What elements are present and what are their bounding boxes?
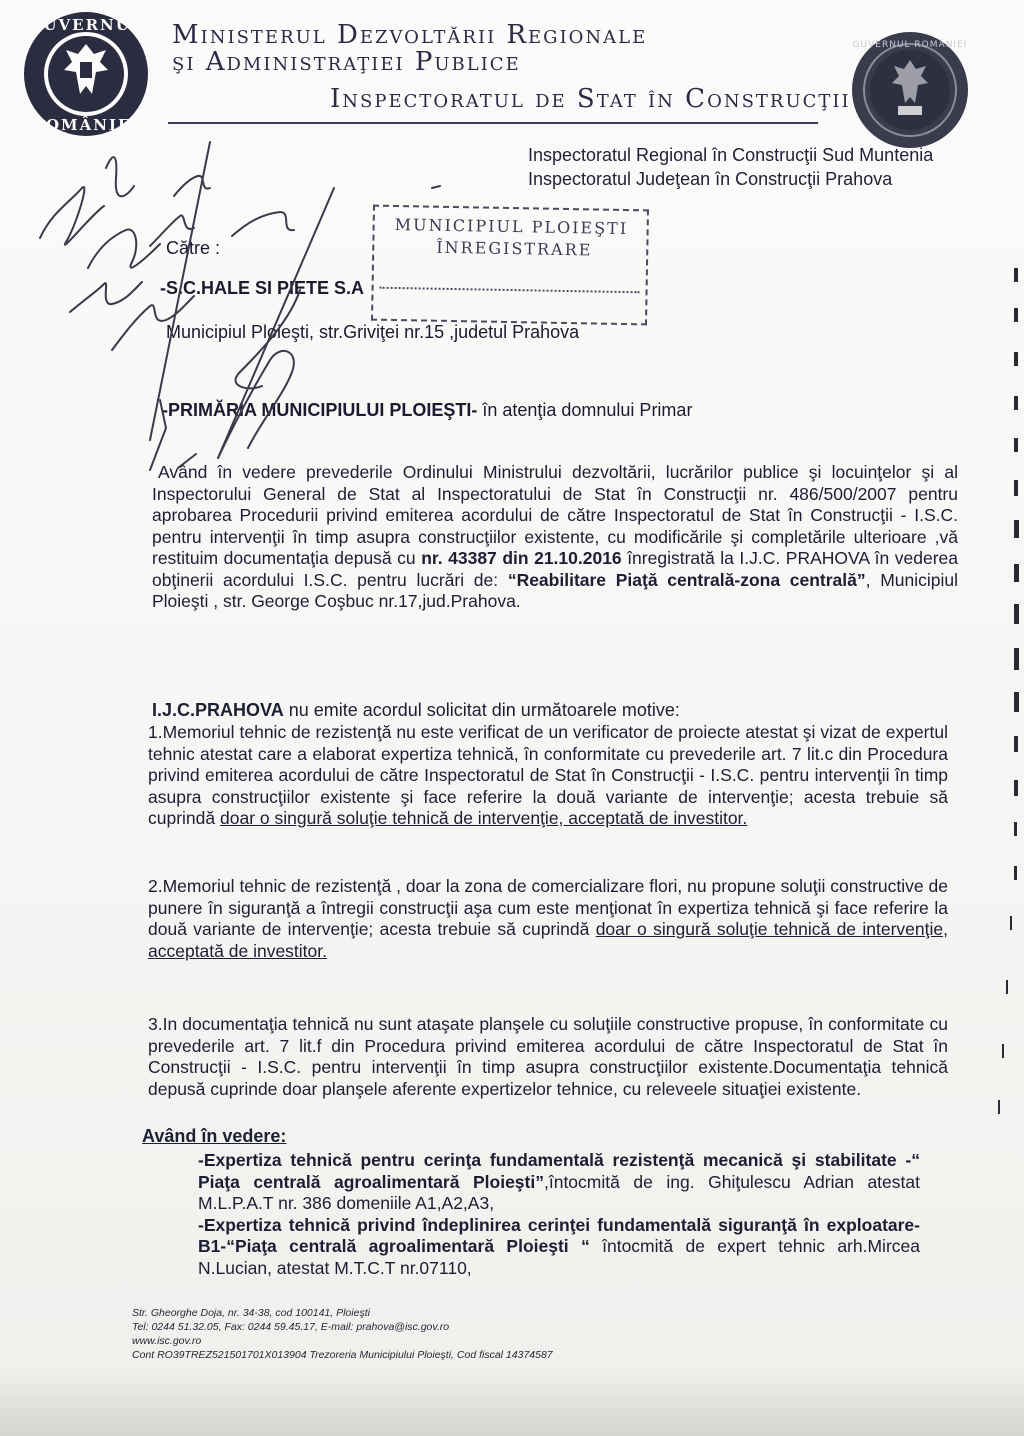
- ministry-line-2: şi Administraţiei Publice: [172, 47, 521, 77]
- intro-text-b: înregistrată la I.J.C. PRAHOVA în vederea obţinerii acordului I.S.C. pentru lucrări de:: [152, 548, 958, 590]
- addressee-label: Către :: [166, 238, 221, 258]
- footer-address: Str. Gheorghe Doja, nr. 34-38, cod 100141, Ploieşti: [132, 1307, 370, 1319]
- svg-text:ROMÂNIEI: ROMÂNIEI: [31, 116, 141, 134]
- considering-item-1-text: ,întocmită de ing. Ghiţulescu Adrian atestat M.L.P.A.T nr. 386 domeniile A1,A2,A3,: [198, 1171, 920, 1213]
- considering-item-2-title: -Expertiza tehnică privind îndeplinirea cerinţei fundamentală siguranţă în exploatare-B1-“Piaţa centrală agroalimentară Ploieşti “: [198, 1214, 920, 1256]
- addressee-company: -S.C.HALE SI PIETE S.A: [160, 278, 365, 298]
- inspectorate-name: Inspectoratul de Stat în Construcţii: [330, 84, 851, 114]
- footer-website: www.isc.gov.ro: [132, 1335, 202, 1347]
- svg-text:GUVERNUL: GUVERNUL: [28, 16, 144, 34]
- regional-line-2: Inspectoratul Judeţean în Construcţii Prahova: [528, 169, 893, 189]
- reason-3-text: 3.In documentaţia tehnică nu sunt ataşate planşele cu soluţiile constructive propuse, în conformitate cu prevederile art. 7 lit.f din Procedura privind emiterea acordului de către Inspectoratul de Stat în Construcţii - I.S.C. pentru intervenţii în timp asupra construcţiilor existente.Documentaţia tehnică depusă cuprinde doar planşele aferente expertizelor tehnice, cu releveele situaţiei existente.: [148, 1014, 948, 1099]
- reason-1-text: 1.Memoriul tehnic de rezistenţă nu este verificat de un verificator de proiecte atestat şi vizat de expertul tehnic atestat care a elaborat expertiza tehnică, în conformitate cu prevederile art. 7 lit.c din Procedura privind emiterea acordului de către Inspectoratul de Stat în Construcţii - I.S.C. pentru intervenţii în timp asupra construcţiilor existente şi face referire la două variante de intervenţie; acesta trebuie să cuprindă: [148, 722, 948, 828]
- footer-phone: Tel: 0244 51.32.05, Fax: 0244 59.45.17, E-mail: prahova@isc.gov.ro: [132, 1321, 450, 1333]
- decision-text: nu emite acordul solicitat din următoarele motive:: [283, 700, 680, 720]
- city-hall-name: -PRIMĂRIA MUNICIPIULUI PLOIEŞTI-: [162, 400, 478, 420]
- city-hall-note: în atenţia domnului Primar: [477, 400, 693, 420]
- decision-org: I.J.C.PRAHOVA: [152, 700, 284, 720]
- addressee-company-address: Municipiul Ploieşti, str.Griviţei nr.15 ,judetul Prahova: [166, 322, 580, 342]
- intro-text-c: , Municipiul Ploieşti , str. George Coşbuc nr.17,jud.Prahova.: [152, 569, 959, 611]
- considering-heading: Având în vedere:: [142, 1126, 287, 1146]
- considering-item-1-title: -Expertiza tehnică pentru cerinţa fundamentală rezistenţă mecanică şi stabilitate -“ Piaţa centrală agroalimentară Ploieşti”: [198, 1150, 920, 1192]
- footer-bank-account: Cont RO39TREZ521501701X013904 Trezoreria Municipiului Ploieşti, Cod fiscal 14374587: [132, 1349, 553, 1361]
- registration-number: nr. 43387 din 21.10.2016: [421, 548, 622, 568]
- reason-2-underlined: doar o singură soluţie tehnică de intervenţie, acceptată de investitor.: [148, 919, 948, 961]
- svg-text:GUVERNUL ROMÂNIEI: GUVERNUL ROMÂNIEI: [852, 40, 968, 50]
- reason-1-underlined: doar o singură soluţie tehnică de intervenţie, acceptată de investitor.: [220, 808, 748, 828]
- ministry-line-1: Ministerul Dezvoltării Regionale: [172, 20, 648, 50]
- registration-stamp-label: ÎNREGISTRARE: [436, 237, 593, 260]
- intro-text-a: Având în vedere prevederile Ordinului Ministrului dezvoltării, lucrărilor publice şi locuinţelor şi al Inspectorului General de Stat al Inspectoratului de Stat în Construcţii nr. 486/500/2007 pentru aprobarea Procedurii privind emiterea acordului de către Inspectoratul de Stat în Construcţii - I.S.C. pentru intervenţii în timp asupra construcţiilor existente, cu modificările şi completările ulterioare ,vă restituim documentaţia depusă cu: [152, 462, 958, 568]
- project-title: “Reabilitare Piaţă centrală-zona centrală”: [507, 569, 866, 590]
- reason-2-text: 2.Memoriul tehnic de rezistenţă , doar la zona de comercializare flori, nu propune soluţii constructive de punere în siguranţă a întregii construcţii aşa cum este menţionat în expertiza tehnică şi face referire la două variante de intervenţie; acesta trebuie să cuprindă: [148, 876, 948, 939]
- regional-line-1: Inspectoratul Regional în Construcţii Sud Muntenia: [528, 145, 934, 165]
- registration-stamp-title: MUNICIPIUL PLOIEŞTI: [394, 214, 629, 239]
- considering-item-2-text: întocmită de expert tehnic arh.Mircea N.Lucian, atestat M.T.C.T nr.07110,: [198, 1236, 920, 1278]
